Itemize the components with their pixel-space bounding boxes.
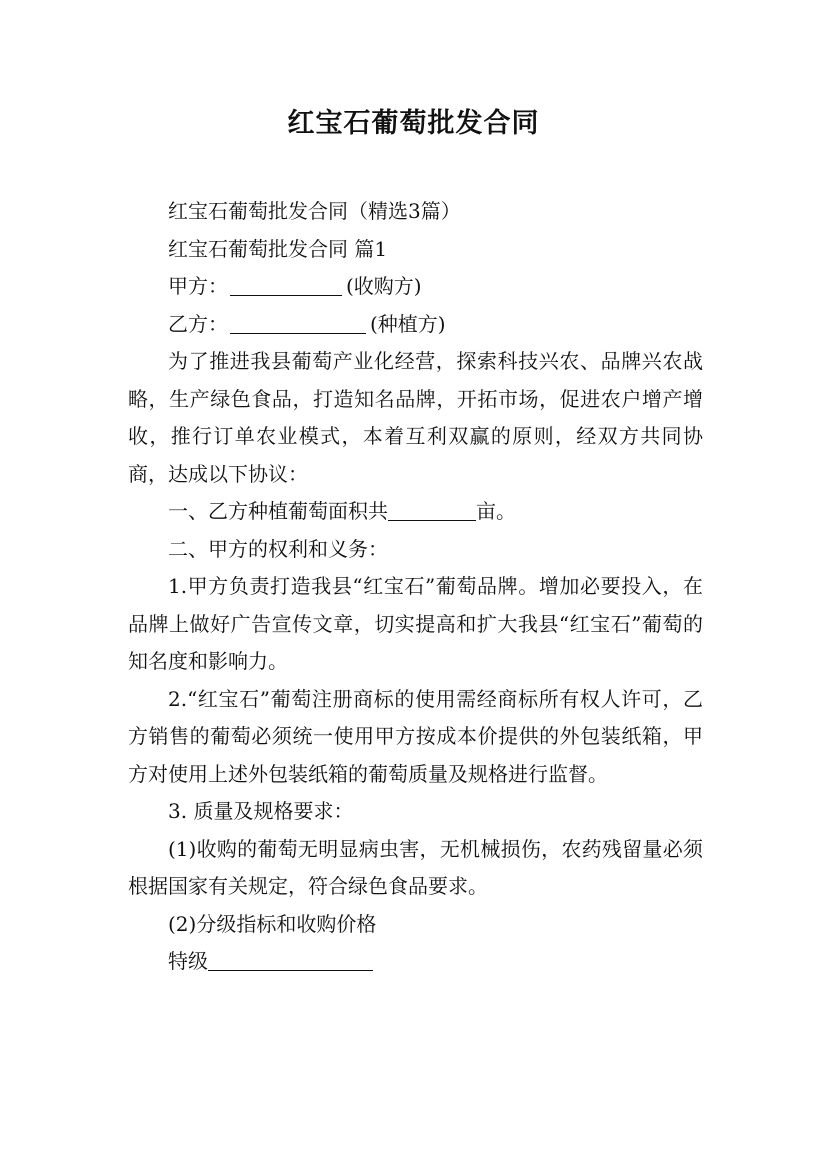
paragraph-clause1	[128, 493, 703, 531]
paragraph-item3-2: (2)分级指标和收购价格	[168, 911, 377, 936]
paragraph-clause2: 二、甲方的权利和义务：	[168, 536, 388, 561]
party-a-label: 甲方：	[168, 274, 228, 298]
paragraph-item3: 3. 质量及规格要求：	[168, 799, 354, 823]
paragraph-preamble: 为了推进我县葡萄产业化经营，探索科技兴农、品牌兴农战略，生产绿色食品，打造知名品牌，开拓市场，促进农户增产增收，推行订单农业模式，本着互利双赢的原则，经双方共同协商，达成以下协议：	[128, 349, 703, 486]
party-b-label: 乙方：	[168, 311, 228, 336]
party-b-blank	[230, 313, 366, 334]
party-a-blank	[230, 275, 342, 296]
area-blank	[388, 500, 476, 521]
document-title: 红宝石葡萄批发合同	[287, 108, 540, 139]
paragraph-party-b	[128, 306, 703, 344]
party-a-role: (收购方)	[346, 274, 422, 298]
paragraph-item2: 2.“红宝石”葡萄注册商标的使用需经商标所有权人许可，乙方销售的葡萄必须统一使用甲方按成本价提供的外包装纸箱，甲方对使用上述外包装纸箱的葡萄质量及规格进行监督。	[128, 686, 703, 786]
paragraph-item1: 1.甲方负责打造我县“红宝石”葡萄品牌。增加必要投入，在品牌上做好广告宣传文章，切实提高和扩大我县“红宝石”葡萄的知名度和影响力。	[128, 574, 703, 673]
paragraph-party-a	[128, 268, 703, 306]
grade-special-blank	[208, 950, 373, 971]
party-b-role: (种植方)	[370, 311, 446, 336]
document-body	[128, 193, 703, 981]
clause1-prefix: 一、乙方种植葡萄面积共	[168, 499, 388, 523]
paragraph-grade-special	[128, 943, 703, 981]
grade-special-label: 特级	[168, 949, 208, 973]
paragraph-item3-1: (1)收购的葡萄无明显病虫害，无机械损伤，农药残留量必须根据国家有关规定，符合绿色食品要求。	[128, 836, 703, 898]
paragraph-intro: 红宝石葡萄批发合同（精选3篇）	[168, 199, 461, 223]
paragraph-part1: 红宝石葡萄批发合同 篇1	[168, 236, 388, 261]
clause1-suffix: 亩。	[476, 499, 516, 523]
